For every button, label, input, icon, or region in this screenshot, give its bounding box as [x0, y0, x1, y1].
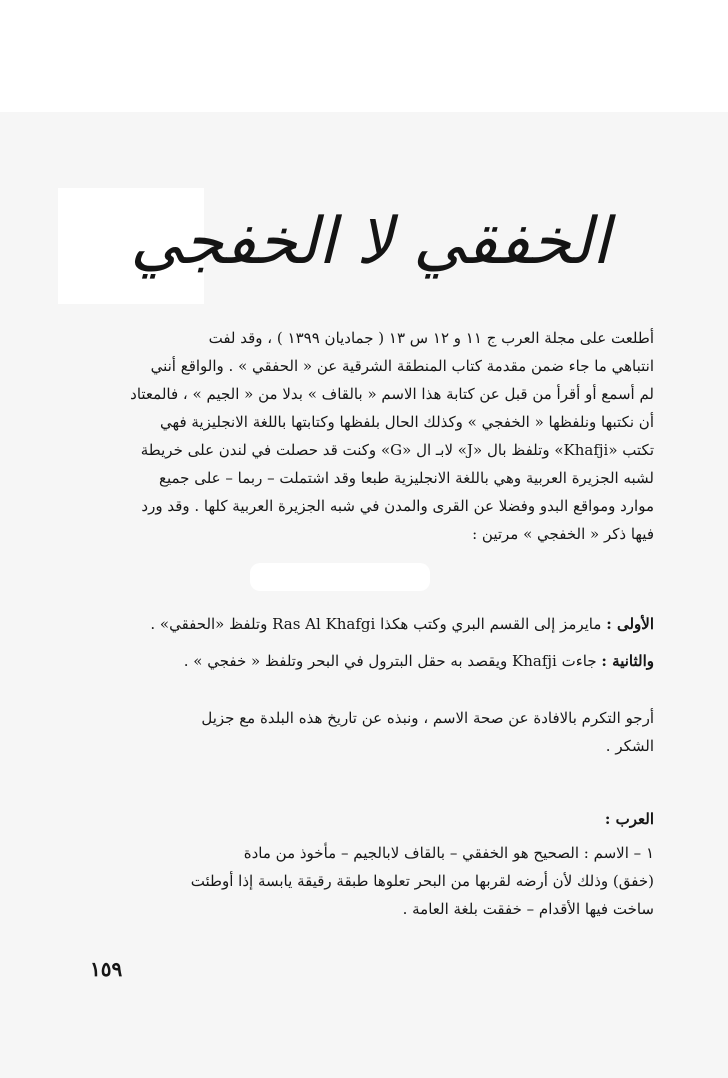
scanned-page [0, 112, 728, 1078]
text-line: ١ – الاسم : الصحيح هو الخفقي – بالقاف لابالجيم – مأخوذ من مادة [243, 844, 654, 862]
title-area [130, 177, 610, 307]
first-label: الأولى : [606, 615, 654, 633]
text-line: فيها ذكر « الخفجي » مرتين : [472, 525, 654, 543]
text-line: انتباهي ما جاء ضمن مقدمة كتاب المنطقة الشرقية عن « الحفقي » . والواقع أنني [150, 357, 654, 375]
text-line: أن نكتبها ونلفظها « الخفجي » وكذلك الحال بلفظها وكتابتها باللغة الانجليزية فهي [160, 413, 654, 431]
text-line: تكتب «Khafji» وتلفظ بال «J» لابـ ال «G» وكنت قد حصلت في لندن على خريطة [140, 441, 654, 459]
text-line: لشبه الجزيرة العربية وهي باللغة الانجليزية طبعا وقد اشتملت – ربما – على جميع [158, 469, 654, 487]
text-line: موارد ومواقع البدو وفضلا عن القرى والمدن في شبه الجزيرة العربية كلها . وقد ورد [141, 497, 654, 515]
second-text: جاءت Khafji ويقصد به حقل البترول في البحر وتلفظ « خفجي » . [183, 652, 597, 670]
text-line: الشكر . [605, 737, 654, 755]
text-line: (خفق) وذلك لأن أرضه لقربها من البحر تعلوها طبقة رقيقة يابسة إذا أوطئت [190, 872, 654, 890]
paragraph-request [40, 704, 654, 760]
page-number: ١٥٩ [90, 957, 123, 981]
redaction-smudge [250, 563, 430, 591]
text-line: أرجو التكرم بالافادة عن صحة الاسم ، ونبذه عن تاريخ هذه البلدة مع جزيل [201, 709, 654, 727]
paragraph-intro [40, 324, 654, 548]
reply-paragraph [40, 839, 654, 923]
top-margin [0, 0, 728, 112]
article-title: الخفقي لا الخفجي [130, 205, 610, 279]
first-mention [40, 610, 654, 638]
first-text: مايرمز إلى القسم البري وكتب هكذا Ras Al Khafgi وتلفظ «الحفقي» . [150, 615, 602, 633]
second-label: والثانية : [601, 652, 654, 670]
text-line: ساخت فيها الأقدام – خفقت بلغة العامة . [402, 900, 654, 918]
second-mention [40, 647, 654, 675]
text-line: أطلعت على مجلة العرب ج ١١ و ١٢ س ١٣ ( جماديان ١٣٩٩ ) ، وقد لفت [208, 329, 654, 347]
text-line: لم أسمع أو أقرأ من قبل عن كتابة هذا الاسم « بالقاف » بدلا من « الجيم » ، فالمعتاد [130, 385, 654, 403]
reply-heading-block [40, 805, 654, 833]
reply-heading: العرب : [604, 810, 654, 828]
